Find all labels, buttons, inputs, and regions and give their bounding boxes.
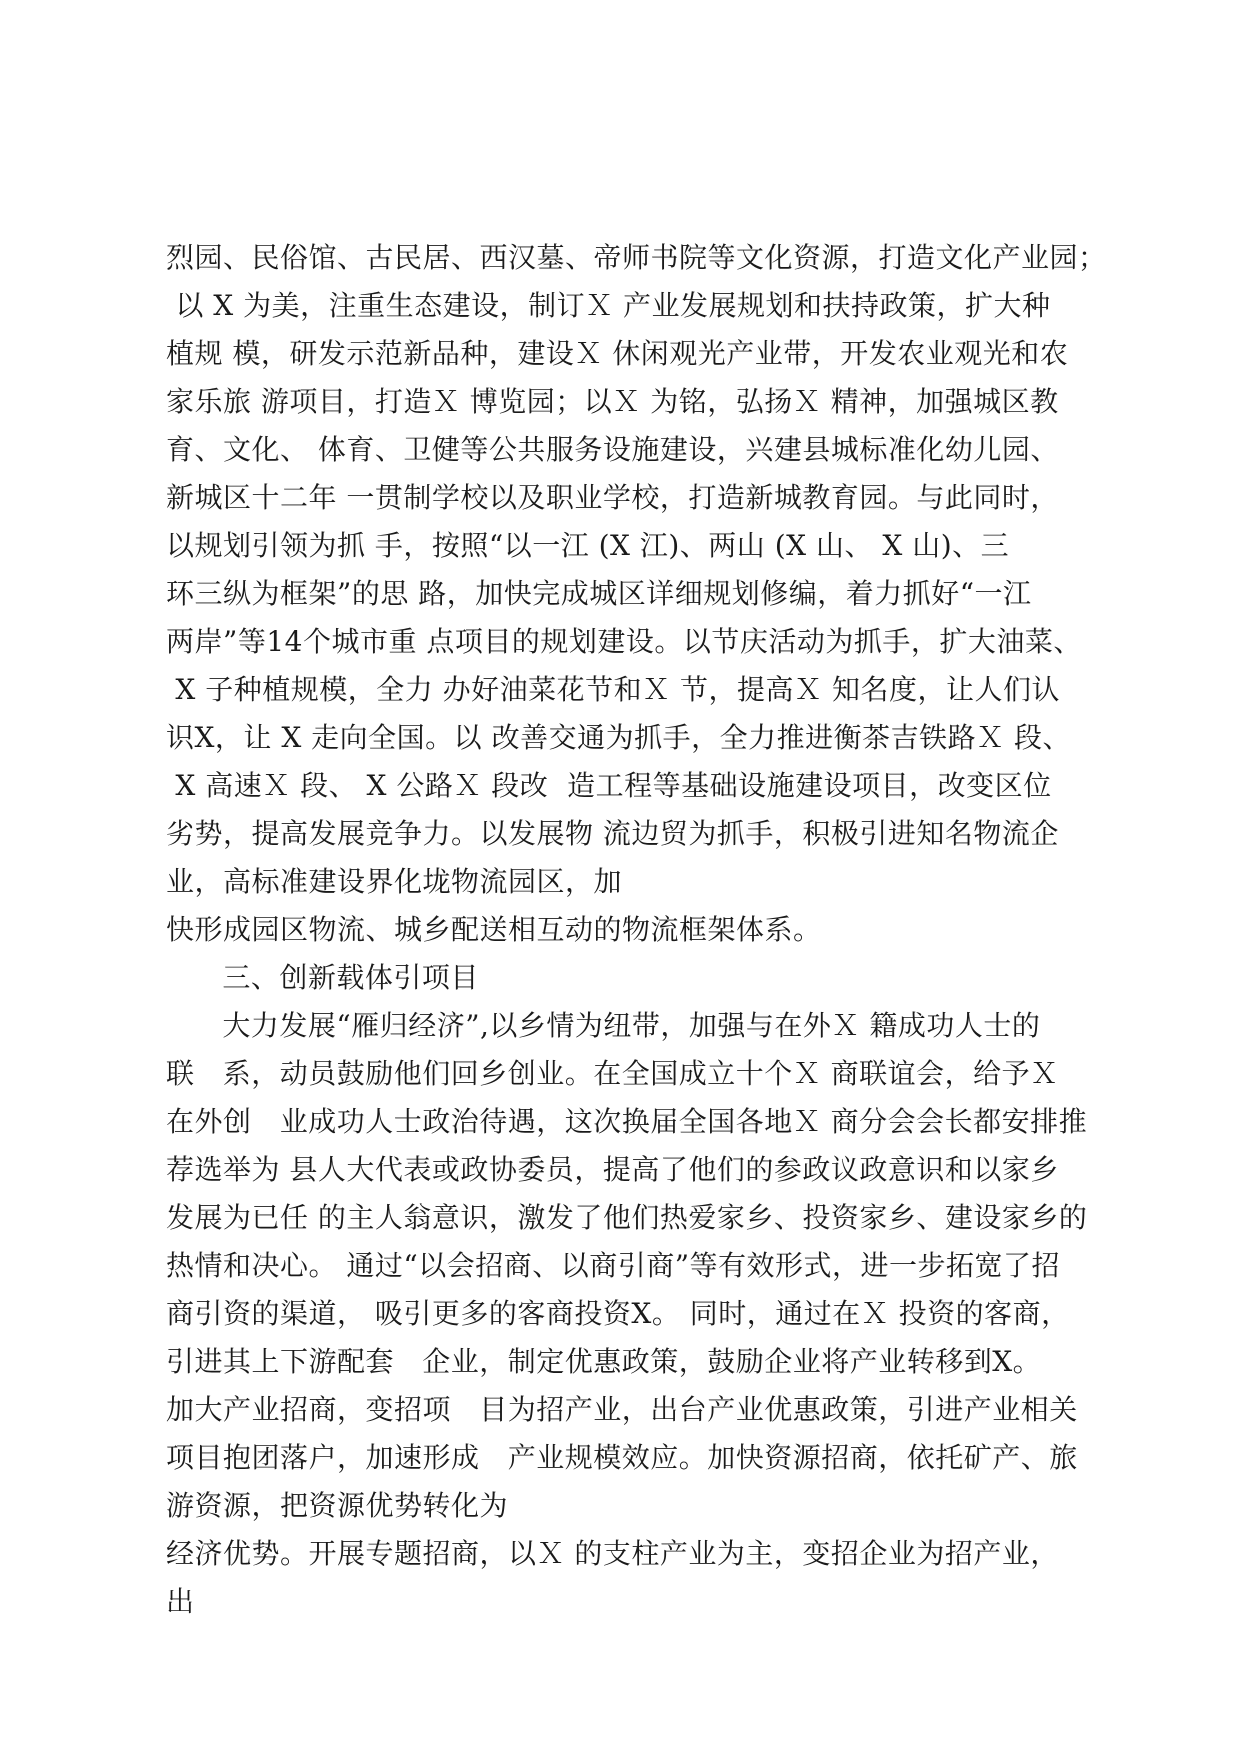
body-text xyxy=(166,234,1107,1626)
text-line: X 子种植规模，全力 办好油菜花节和Ｘ 节，提高Ｘ 知名度，让人们认 xyxy=(166,673,1060,706)
text-line: X 高速Ｘ 段、 X 公路Ｘ 段改 造工程等基础设施建设项目，改变区位 xyxy=(166,769,1052,802)
text-line: 荐选举为 县人大代表或政协委员，提高了他们的参政议政意识和以家乡 xyxy=(166,1153,1059,1186)
text-line: 出 xyxy=(166,1585,195,1618)
text-line: 加大产业招商，变招项 目为招产业，出台产业优惠政策，引进产业相关 xyxy=(166,1393,1078,1426)
text-line: 烈园、民俗馆、古民居、西汉墓、帝师书院等文化资源，打造文化产业园； xyxy=(166,241,1107,274)
text-line: 新城区十二年 一贯制学校以及职业学校，打造新城教育园。与此同时， xyxy=(166,481,1059,514)
text-line: 游资源，把资源优势转化为 xyxy=(166,1489,509,1522)
text-line: 植规 模，研发示范新品种，建设Ｘ 休闲观光产业带，开发农业观光和农 xyxy=(166,337,1069,370)
text-line: 快形成园区物流、城乡配送相互动的物流框架体系。 xyxy=(166,913,822,946)
text-line: 劣势，提高发展竞争力。以发展物 流边贸为抓手，积极引进知名物流企 xyxy=(166,817,1059,850)
text-line: 经济优势。开展专题招商，以Ｘ 的支柱产业为主，变招企业为招产业， xyxy=(166,1537,1059,1570)
text-line: 以 X 为美，注重生态建设，制订Ｘ 产业发展规划和扶持政策，扩大种 xyxy=(166,289,1051,322)
text-line: 引进其上下游配套 企业，制定优惠政策，鼓励企业将产业转移到X。 xyxy=(166,1345,1042,1378)
text-line: 项目抱团落户，加速形成 产业规模效应。加快资源招商，依托矿产、旅 xyxy=(166,1441,1078,1474)
text-line: 商引资的渠道， 吸引更多的客商投资X。 同时，通过在Ｘ 投资的客商， xyxy=(166,1297,1070,1330)
text-line: 以规划引领为抓 手，按照“以一江 (X 江)、两山 (X 山、 X 山)、三 xyxy=(166,529,1010,562)
text-line: 环三纵为框架”的思 路，加快完成城区详细规划修编，着力抓好“一江 xyxy=(166,577,1032,610)
text-line: 业，高标准建设界化垅物流园区，加 xyxy=(166,865,623,898)
text-line: 联 系，动员鼓励他们回乡创业。在全国成立十个Ｘ 商联谊会，给予Ｘ xyxy=(166,1057,1059,1090)
section-heading: 三、创新载体引项目 xyxy=(166,961,479,994)
text-line: 在外创 业成功人士政治待遇，这次换届全国各地Ｘ 商分会会长都安排推 xyxy=(166,1105,1088,1138)
text-line: 家乐旅 游项目，打造Ｘ 博览园；以Ｘ 为铭，弘扬Ｘ 精神，加强城区教 xyxy=(166,385,1059,418)
text-line: 发展为已任 的主人翁意识，激发了他们热爱家乡、投资家乡、建设家乡的 xyxy=(166,1201,1088,1234)
text-line: 两岸”等14个城市重 点项目的规划建设。以节庆活动为抓手，扩大油菜、 xyxy=(166,625,1082,658)
text-line: 识X，让 X 走向全国。以 改善交通为抓手，全力推进衡茶吉铁路Ｘ 段、 xyxy=(166,721,1071,754)
text-line: 育、文化、 体育、卫健等公共服务设施建设，兴建县城标准化幼儿园、 xyxy=(166,433,1059,466)
text-line: 大力发展“雁归经济”,以乡情为纽带，加强与在外Ｘ 籍成功人士的 xyxy=(166,1009,1041,1042)
text-line: 热情和决心。 通过“以会招商、以商引商”等有效形式，进一步拓宽了招 xyxy=(166,1249,1061,1282)
